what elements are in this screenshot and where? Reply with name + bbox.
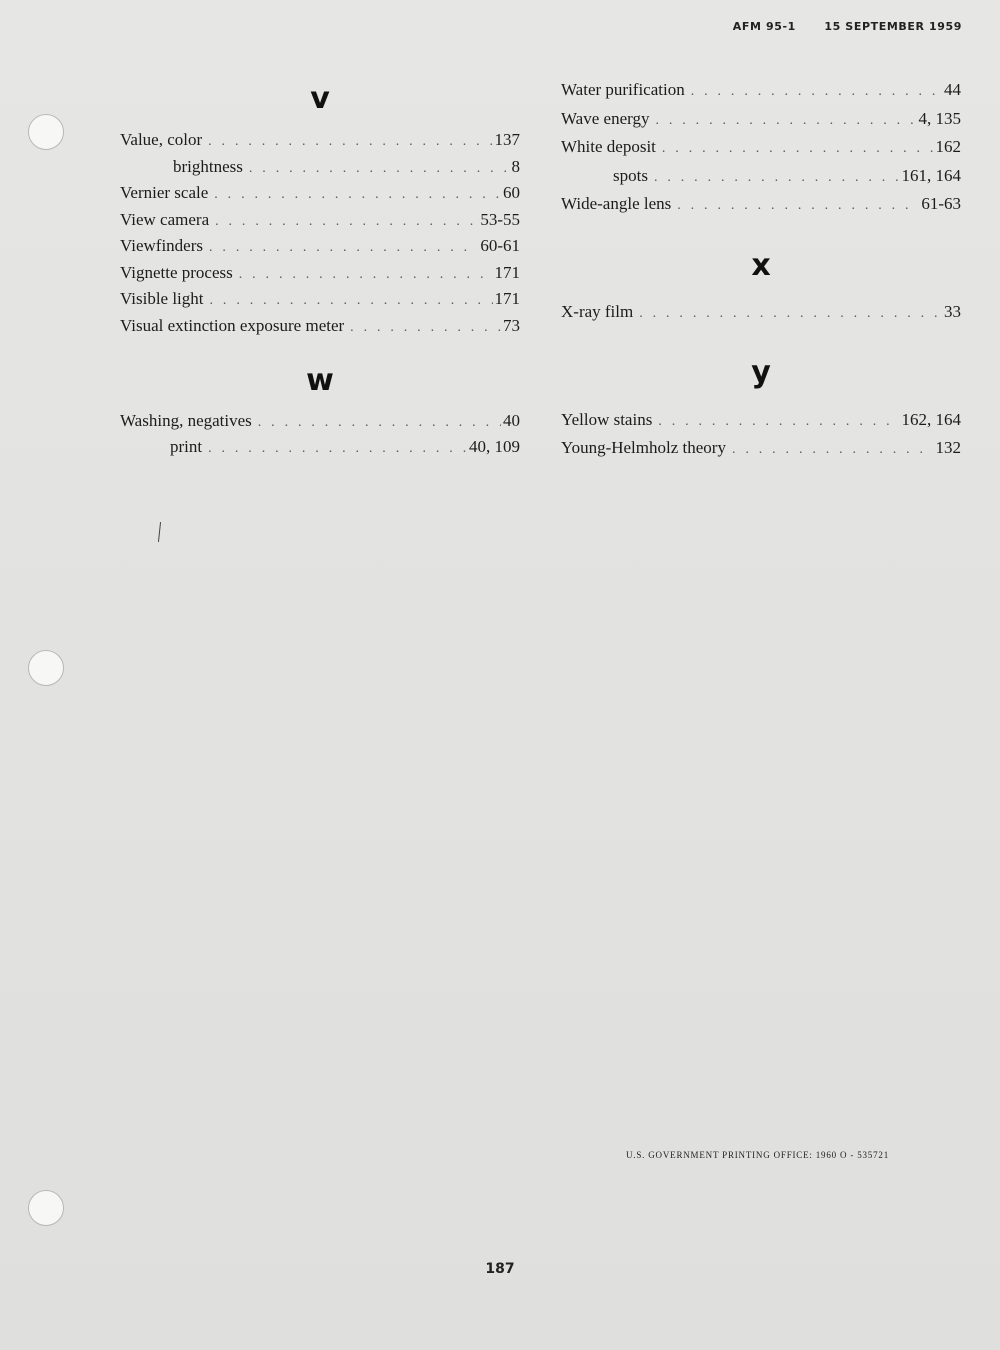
entry-pages: 132 — [935, 438, 961, 457]
index-entry — [120, 127, 520, 153]
entry-pages: 60 — [503, 183, 520, 202]
entry-term: Visible light — [120, 289, 204, 308]
printing-office-imprint: U.S. GOVERNMENT PRINTING OFFICE: 1960 O - 535721 — [626, 1150, 889, 1160]
leader-dots — [214, 182, 501, 208]
entry-pages: 61-63 — [921, 194, 961, 213]
entry-pages: 171 — [494, 289, 520, 308]
leader-dots — [732, 437, 934, 463]
entry-pages: 161, 164 — [901, 166, 961, 185]
page-header — [733, 20, 962, 33]
leader-dots — [208, 436, 467, 462]
entry-pages: 162 — [935, 137, 961, 156]
index-entry — [120, 408, 520, 434]
leader-dots — [210, 288, 493, 314]
leader-dots — [239, 262, 493, 288]
index-entry — [561, 299, 961, 325]
leader-dots — [249, 156, 510, 182]
entry-pages: 33 — [944, 302, 961, 321]
entry-pages: 53-55 — [480, 210, 520, 229]
entry-term: Yellow stains — [561, 410, 653, 429]
section-letter-w: w — [306, 363, 334, 398]
leader-dots — [658, 409, 899, 435]
index-entry — [120, 207, 520, 233]
index-entry — [120, 260, 520, 286]
index-entry — [561, 407, 961, 433]
section-letter-v: v — [310, 81, 330, 116]
entry-pages: 4, 135 — [918, 109, 961, 128]
leader-dots — [258, 410, 501, 436]
binder-hole-bottom — [28, 1190, 64, 1226]
entry-pages: 8 — [511, 157, 520, 176]
entry-pages: 40, 109 — [469, 437, 520, 456]
section-letter-y: y — [751, 355, 771, 390]
entry-term: Viewfinders — [120, 236, 204, 255]
leader-dots — [662, 136, 934, 162]
entry-term: View camera — [120, 210, 210, 229]
index-entry — [561, 106, 961, 132]
entry-term: Vignette process — [120, 263, 233, 282]
leader-dots — [691, 79, 942, 105]
index-entry — [561, 134, 961, 160]
binder-hole-top — [28, 114, 64, 150]
leader-dots — [208, 129, 492, 155]
leader-dots — [677, 193, 919, 219]
entry-term: Water purification — [561, 80, 685, 99]
entry-term: X-ray film — [561, 302, 634, 321]
index-subentry — [120, 434, 520, 460]
stray-pen-mark — [158, 522, 161, 542]
entry-pages: 60-61 — [480, 236, 520, 255]
index-entry — [120, 233, 520, 259]
entry-pages: 73 — [503, 316, 520, 335]
leader-dots — [215, 209, 478, 235]
entry-pages: 44 — [944, 80, 961, 99]
entry-term: White deposit — [561, 137, 656, 156]
entry-pages: 40 — [503, 411, 520, 430]
section-letter-x: x — [751, 248, 771, 283]
entry-pages: 171 — [494, 263, 520, 282]
entry-term: Washing, negatives — [120, 411, 252, 430]
index-entry — [561, 191, 961, 217]
leader-dots — [350, 315, 501, 341]
entry-term: Visual extinction exposure meter — [120, 316, 345, 335]
entry-term: Young-Helmholz theory — [561, 438, 726, 457]
leader-dots — [209, 235, 478, 261]
index-subentry — [120, 154, 520, 180]
header-date: 15 SEPTEMBER 1959 — [824, 20, 962, 33]
index-subentry — [561, 163, 961, 189]
entry-term: brightness — [173, 157, 243, 176]
index-entry — [561, 435, 961, 461]
index-entry — [120, 286, 520, 312]
leader-dots — [655, 108, 916, 134]
leader-dots — [639, 301, 942, 327]
leader-dots — [654, 165, 900, 191]
entry-term: Wave energy — [561, 109, 650, 128]
index-entry — [120, 180, 520, 206]
entry-term: Wide-angle lens — [561, 194, 672, 213]
page-number: 187 — [485, 1261, 515, 1277]
entry-term: Value, color — [120, 130, 203, 149]
entry-term: Vernier scale — [120, 183, 209, 202]
entry-pages: 162, 164 — [901, 410, 961, 429]
entry-term: print — [170, 437, 203, 456]
entry-pages: 137 — [494, 130, 520, 149]
manual-designation: AFM 95-1 — [732, 20, 796, 33]
index-entry — [561, 77, 961, 103]
binder-hole-middle — [28, 650, 64, 686]
index-entry — [120, 313, 520, 339]
entry-term: spots — [613, 166, 648, 185]
